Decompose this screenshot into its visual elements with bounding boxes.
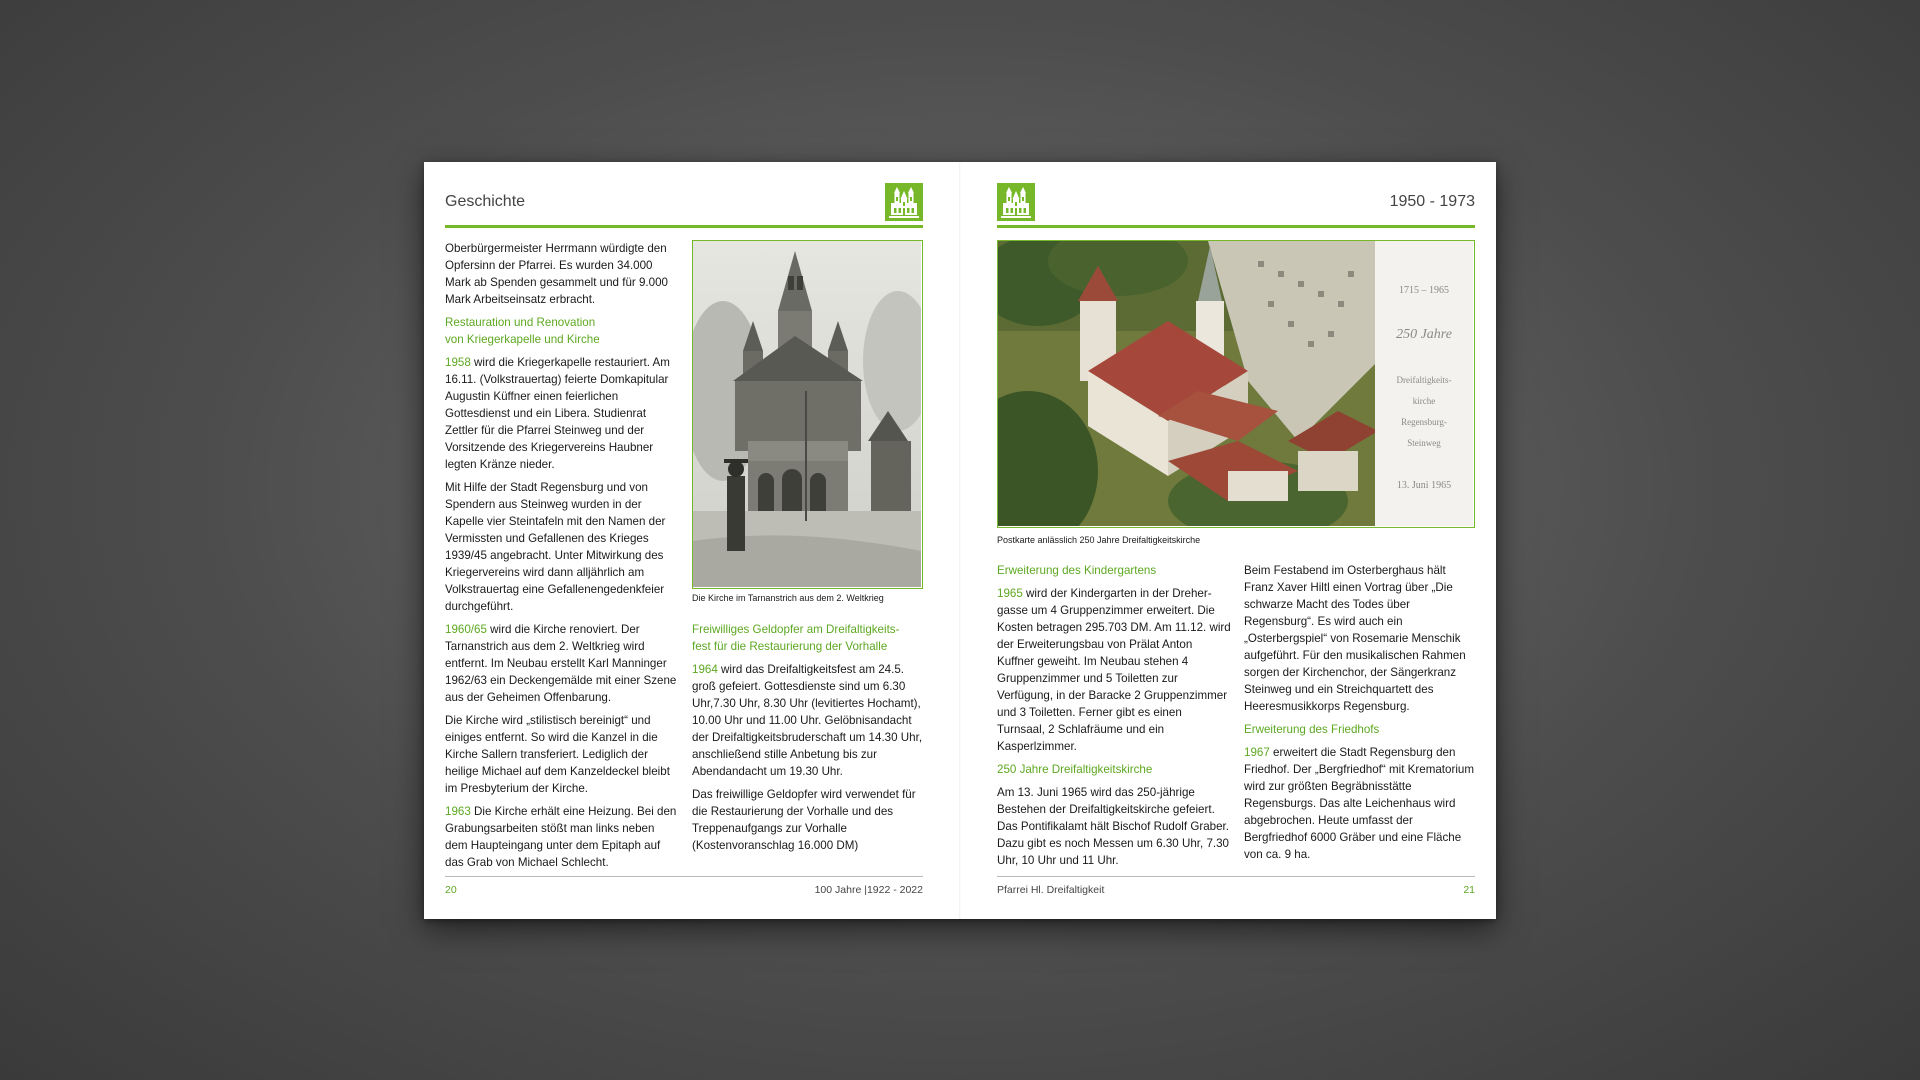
- paragraph: Oberbürgermeister Herrmann würdigte den Opfersinn der Pfarrei. Es wurden 34.000 Mark ab Spenden gesammelt und für 9.000 Mark Arbeitseinsatz erbracht.: [445, 242, 668, 306]
- year-label: 1965: [997, 587, 1023, 600]
- paragraph: [997, 585, 1231, 755]
- brochure-spread: [424, 162, 1496, 919]
- section-heading-line: fest für die Restaurierung der Vorhalle: [692, 640, 888, 653]
- section-heading-line: Restauration und Renovation: [445, 316, 596, 329]
- year-label: 1967: [1244, 746, 1270, 759]
- header-rule: [445, 225, 923, 228]
- section-heading: 250 Jahre Dreifaltigkeitskirche: [997, 763, 1153, 776]
- paragraph-text: Die Kirche erhält eine Heizung. Bei den Grabungsarbeiten stößt man links neben dem Haupteingang unter dem Epitaph auf das Grab von Michael Schlecht.: [445, 805, 677, 869]
- postcard-line: Dreifaltigkeits-: [1396, 375, 1452, 385]
- postcard-line: kirche: [1412, 396, 1436, 406]
- postcard-line: Steinweg: [1407, 438, 1441, 448]
- paragraph: [692, 661, 923, 780]
- postcard-line: Regensburg-: [1401, 417, 1447, 427]
- header-rule: [997, 225, 1475, 228]
- left-page: [445, 162, 923, 919]
- section-heading: Erweiterung des Friedhofs: [1244, 723, 1380, 736]
- right-page: [997, 162, 1475, 919]
- postcard-text-panel: [1375, 241, 1473, 526]
- postcard-date: 13. Juni 1965: [1396, 480, 1452, 491]
- right-header: [997, 183, 1475, 223]
- right-column-2: [1244, 562, 1475, 869]
- page-number: 21: [1463, 884, 1475, 896]
- paragraph: [445, 354, 679, 473]
- paragraph: [445, 803, 679, 871]
- church-logo-icon: [997, 183, 1035, 221]
- paragraph-text: wird die Kriegerkapelle restauriert. Am 16.11. (Volkstrauertag) feierte Domkapitular Augustin Küffner einen feierlichen Gottesdienst und ein Libera. Studienrat Zettler für die Pfarrei Steinweg und der Vorsitzende des Kriegervereins Haubner legten Kränze nieder.: [445, 356, 670, 471]
- year-label: 1960/65: [445, 623, 487, 636]
- right-column-1: [997, 562, 1231, 875]
- photo-caption: Die Kirche im Tarnanstrich aus dem 2. Weltkrieg: [692, 593, 884, 603]
- paragraph: Am 13. Juni 1965 wird das 250-jährige Bestehen der Dreifaltigkeitskirche gefeiert. Das Pontifikalamt hält Bischof Rudolf Graber. Dazu gibt es noch Messen um 6.30 Uhr, 7.30 Uhr, 10 Uhr und 11 Uhr.: [997, 786, 1230, 867]
- footer-text: Pfarrei Hl. Dreifaltigkeit: [997, 884, 1105, 896]
- page-title: Geschichte: [445, 193, 526, 210]
- paragraph: Mit Hilfe der Stadt Regensburg und von Spendern aus Steinweg wurden in der Kapelle vier Steintafeln mit den Namen der Vermissten und Gefallenen des Krieges 1939/45 angebracht. Unter Mitwirkung des Kriegervereins wird dann alljährlich am Volkstrauertag eine Gefallenengedenkfeier durchgeführt.: [445, 481, 666, 613]
- left-column-1: [445, 240, 679, 877]
- church-logo-icon: [885, 183, 923, 221]
- year-label: 1964: [692, 663, 718, 676]
- section-heading: [692, 621, 923, 655]
- section-heading: [445, 314, 679, 348]
- left-column-2: [692, 240, 923, 860]
- left-header: [445, 183, 923, 223]
- page-number: 20: [445, 884, 457, 896]
- left-footer: [445, 884, 923, 898]
- church-photo: [692, 240, 923, 589]
- paragraph: [1244, 744, 1475, 863]
- right-footer: [997, 884, 1475, 898]
- section-heading-line: von Kriegerkapelle und Kirche: [445, 333, 600, 346]
- postcard-years: 1715 – 1965: [1399, 285, 1449, 296]
- year-label: 1963: [445, 805, 471, 818]
- paragraph-text: wird das Dreifaltigkeitsfest am 24.5. groß gefeiert. Gottesdienste sind um 6.30 Uhr,7.30 Uhr, 8.30 Uhr (levitiertes Hochamt), 10.00 Uhr und 11.00 Uhr. Gelöbnisandacht der Dreifaltigkeitsbruderschaft um 14.30 Uhr, anschließend stille Anbetung bis zur Abendandacht um 19.30 Uhr.: [692, 663, 923, 778]
- year-label: 1958: [445, 356, 471, 369]
- section-heading-line: Freiwilliges Geldopfer am Dreifaltigkeits-: [692, 623, 900, 636]
- paragraph: Beim Festabend im Osterberghaus hält Franz Xaver Hiltl einen Vortrag über „Die schwarze Macht des Todes über Regensburg“. Es wird auch ein „Osterbergspiel“ von Rosemarie Menschik aufgeführt. Für den musikalischen Rahmen sorgen der Kirchenchor, der Sängerkranz Steinweg und ein Streichquartett des Heeresmusikkorps Regensburg.: [1244, 564, 1466, 713]
- postcard-anniversary: 250 Jahre: [1396, 327, 1452, 342]
- footer-rule: [445, 876, 923, 877]
- paragraph-text: erweitert die Stadt Regensburg den Friedhof. Der „Bergfriedhof“ mit Krematorium wird zur größten Begräbnisstätte Regensburgs. Das alte Leichenhaus wird abgebrochen. Heute umfasst der Bergfriedhof 6000 Gräber und eine Fläche von ca. 9 ha.: [1244, 746, 1475, 861]
- footer-rule: [997, 876, 1475, 877]
- paragraph: Die Kirche wird „stilistisch bereinigt“ und einiges entfernt. So wird die Kanzel in die Kirche Sallern transferiert. Lediglich der heilige Michael auf dem Kanzeldeckel bleibt im Presbyterium der Kirche.: [445, 714, 670, 795]
- paragraph: [445, 621, 679, 706]
- postcard-caption: Postkarte anlässlich 250 Jahre Dreifaltigkeitskirche: [997, 535, 1201, 545]
- paragraph-text: wird die Kirche renoviert. Der Tarnanstrich aus dem 2. Weltkrieg wird entfernt. Im Neubau erstellt Karl Manninger 1962/63 ein Deckengemälde mit einer Szene aus der Geheimen Offenbarung.: [445, 623, 677, 704]
- paragraph: Das freiwillige Geldopfer wird verwendet für die Restaurierung der Vorhalle und des Treppenaufgangs zur Vorhalle (Kostenvoranschlag 16.000 DM): [692, 788, 916, 852]
- footer-text: 100 Jahre |1922 - 2022: [814, 884, 923, 896]
- paragraph-text: wird der Kindergarten in der Dreher-gasse um 4 Gruppenzimmer erweitert. Die Kosten betragen 295.703 DM. Am 11.12. wird der Erweiterungsbau von Prälat Anton Kuffner geweiht. Im Neubau stehen 4 Gruppenzimmer und 5 Toiletten zur Verfügung, in der Baracke 2 Gruppenzimmer und 3 Toiletten. Ferner gibt es einen Turnsaal, 2 Schlafräume und ein Kasperlzimmer.: [997, 587, 1231, 753]
- postcard-image: [997, 240, 1475, 528]
- page-title: 1950 - 1973: [1389, 193, 1475, 210]
- section-heading: Erweiterung des Kindergartens: [997, 564, 1157, 577]
